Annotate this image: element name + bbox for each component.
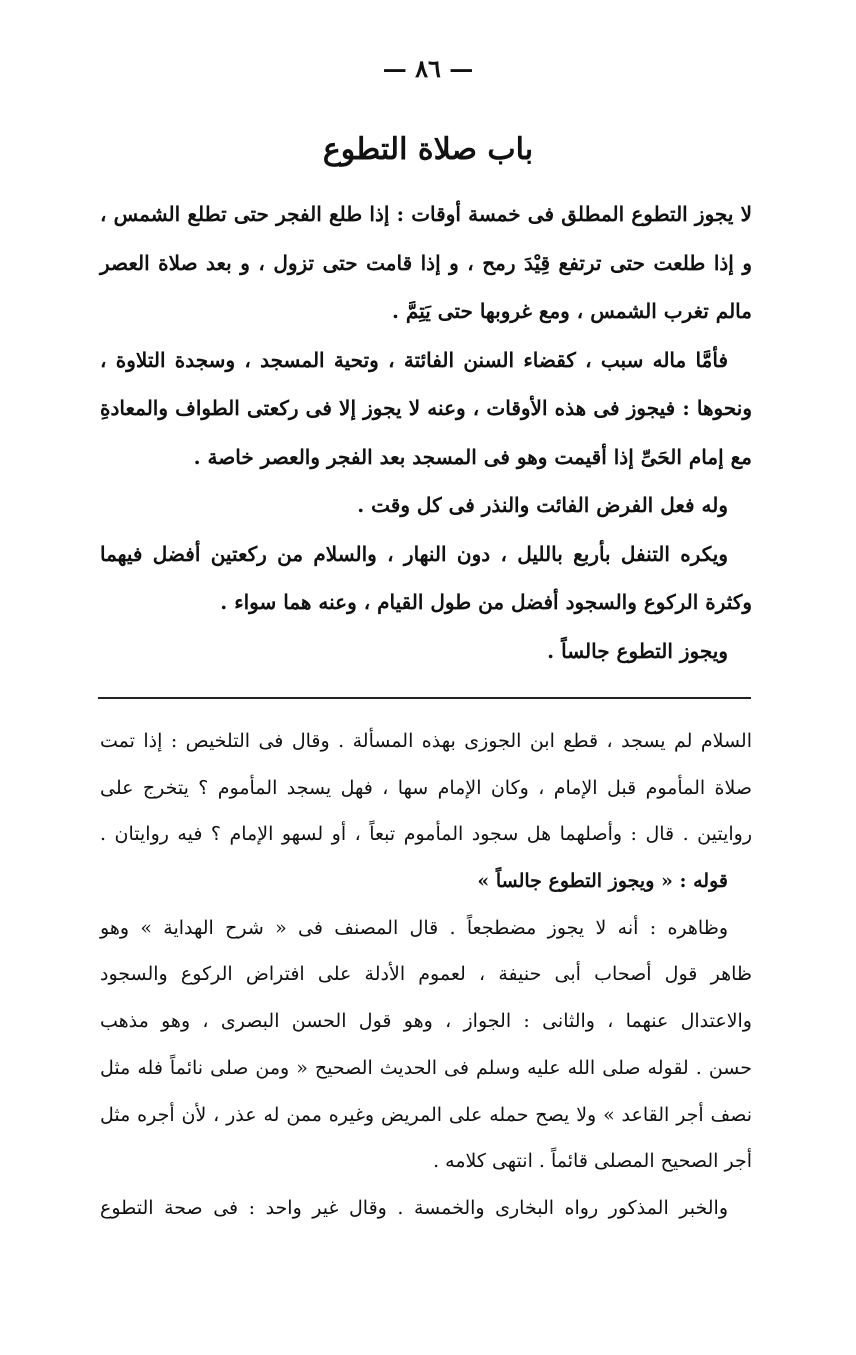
main-text-line: وله فعل الفرض الفائت والنذر فى كل وقت .	[357, 493, 728, 517]
main-text-line: مع إمام الحَىِّ إذا أقيمت وهو فى المسجد بعد الفجر والعصر خاصة .	[193, 444, 752, 469]
commentary-line: أجر الصحيح المصلى قائماً . انتهى كلامه .	[433, 1150, 752, 1173]
footnote-separator	[98, 697, 751, 699]
chapter-title: باب صلاة التطوع	[322, 132, 534, 167]
commentary-line: روايتين . قال : وأصلهما هل سجود المأموم تبعاً ، أو لسهو الإمام ؟ فيه روايتان .	[100, 823, 752, 846]
commentary-line: وظاهره : أنه لا يجوز مضطجعاً . قال المصنف فى « شرح الهداية » وهو	[100, 916, 728, 939]
page-number: — ٨٦ —	[382, 54, 474, 83]
main-text-line: ويكره التنفل بأربع بالليل ، دون النهار ، والسلام من ركعتين أفضل فيهما	[100, 541, 728, 566]
main-text-line: لا يجوز التطوع المطلق فى خمسة أوقات : إذا طلع الفجر حتى تطلع الشمس ،	[100, 202, 752, 226]
main-text-line: ونحوها : فيجوز فى هذه الأوقات ، وعنه لا يجوز إلا فى ركعتى الطواف والمعادةِ	[100, 396, 752, 420]
commentary-line: والخبر المذكور رواه البخارى والخمسة . وقال غير واحد : فى صحة التطوع	[100, 1196, 728, 1219]
commentary-line: نصف أجر القاعد » ولا يصح حمله على المريض وغيره ممن له عذر ، لأن أجره مثل	[100, 1103, 752, 1126]
commentary-line: صلاة المأموم قبل الإمام ، وكان الإمام سها ، فهل يسجد المأموم ؟ يتخرج على	[100, 776, 752, 799]
commentary-line: والاعتدال عنهما ، والثانى : الجواز ، وهو قول الحسن البصرى ، وهو مذهب	[100, 1010, 752, 1033]
commentary-body	[100, 718, 752, 1232]
commentary-line: السلام لم يسجد ، قطع ابن الجوزى بهذه المسألة . وقال فى التلخيص : إذا تمت	[100, 730, 752, 752]
commentary-line: حسن . لقوله صلى الله عليه وسلم فى الحديث الصحيح « ومن صلى نائماً فله مثل	[100, 1056, 752, 1079]
main-text-line: فأمَّا ماله سبب ، كقضاء السنن الفائتة ، وتحية المسجد ، وسجدة التلاوة ،	[100, 347, 728, 372]
main-text-line: و إذا طلعت حتى ترتفع قِيْدَ رمح ، و إذا قامت حتى تزول ، و بعد صلاة العصر	[100, 250, 752, 275]
main-text-line: مالم تغرب الشمس ، ومع غروبها حتى يَتِمَّ .	[392, 299, 752, 323]
commentary-line: ظاهر قول أصحاب أبى حنيفة ، لعموم الأدلة على افتراض الركوع والسجود	[100, 963, 752, 986]
main-text-line: ويجوز التطوع جالساً .	[547, 638, 728, 663]
main-text-line: وكثرة الركوع والسجود أفضل من طول القيام ، وعنه هما سواء .	[220, 590, 752, 614]
commentary-line: قوله : « ويجوز التطوع جالساً »	[477, 870, 728, 893]
main-text-body	[100, 190, 752, 675]
